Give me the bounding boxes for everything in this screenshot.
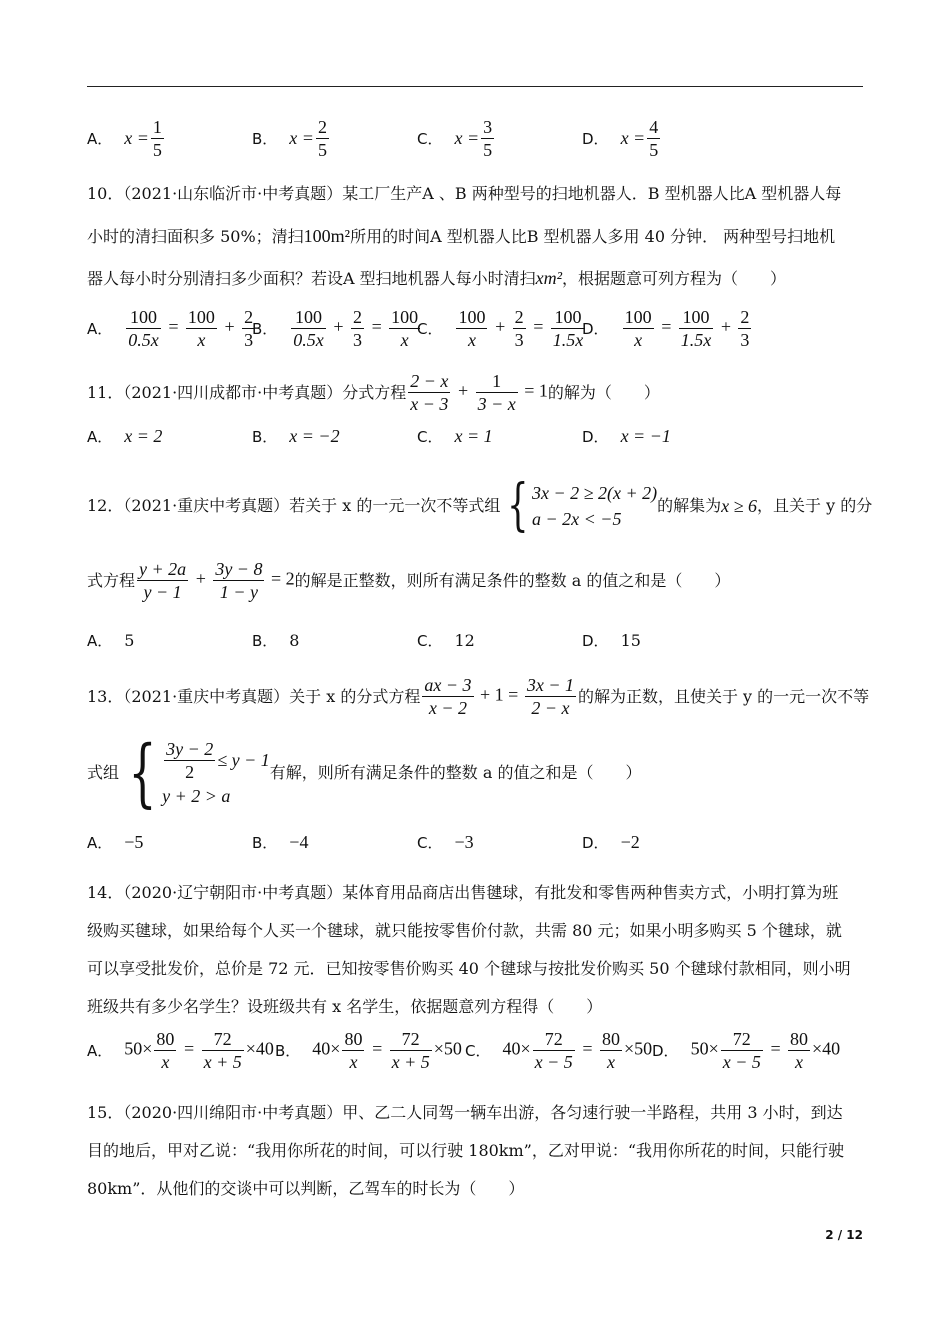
- fraction: $\frac{2}{5}$: [317, 117, 327, 160]
- q14-line-3: 可以享受批发价，总价是 72 元．已知按零售价购买 40 个毽球与按批发价购买 50 个毽球付款相同，则小明: [87, 959, 851, 978]
- q11-option-d[interactable]: D． x = −1: [582, 426, 671, 446]
- equation: $\frac{100}{0.5x}$ = $\frac{100}{x}$ + $\frac{2}{3}$: [128, 307, 254, 350]
- equation: 50× $\frac{80}{x}$ = $\frac{72}{x + 5}$ ×40: [124, 1029, 274, 1072]
- q10-line-2: 小时的清扫面积多 50%；清扫100m²所用的时间A 型机器人比B 型机器人多用 40 分钟． 两种型号扫地机: [87, 226, 836, 246]
- q14-line-2: 级购买毽球，如果给每个人买一个毽球，就只能按零售价付款，共需 80 元；如果小明多购买 5 个毽球，就: [87, 921, 842, 940]
- q13-option-b[interactable]: B． −4: [252, 832, 309, 852]
- q12-option-d[interactable]: D． 15: [582, 631, 641, 650]
- q12-stem-line-2: 式方程 $\frac{y + 2a}{y - 1}$ + $\frac{3y - 8}{1 - y}$ = 2 的解是正整数，则所有满足条件的整数 a 的值之和是（ ）: [87, 559, 731, 602]
- brace-icon: {: [128, 730, 157, 816]
- q14-option-a[interactable]: A． 50× $\frac{80}{x}$ = $\frac{72}{x + 5}$ ×40: [87, 1029, 274, 1072]
- q12-option-a[interactable]: A． 5: [87, 631, 135, 650]
- q15-line-2: 目的地后，甲对乙说：“我用你所花的时间，可以行驶 180km”，乙对甲说：“我用你所花的时间，只能行驶: [87, 1141, 845, 1160]
- q12-option-c[interactable]: C． 12: [417, 631, 475, 650]
- q9-option-c[interactable]: C． x = $\frac{3}{5}$: [417, 117, 493, 160]
- q14-line-4: 班级共有多少名学生？设班级共有 x 名学生，依据题意列方程得（ ）: [87, 997, 603, 1016]
- equation: $\frac{ax - 3}{x - 2}$ + 1 = $\frac{3x - 1}{2 - x}$: [424, 675, 574, 718]
- q14-option-b[interactable]: B． 40× $\frac{80}{x}$ = $\frac{72}{x + 5}$ ×50: [275, 1029, 462, 1072]
- q9-option-b[interactable]: B． x = $\frac{2}{5}$: [252, 117, 327, 160]
- q11-option-a[interactable]: A． x = 2: [87, 426, 163, 446]
- q10-option-d[interactable]: D． $\frac{100}{x}$ = $\frac{100}{1.5x}$ + $\frac{2}{3}$: [582, 306, 753, 351]
- q12-stem-line-1: 12．（2021·重庆中考真题）若关于 x 的一元一次不等式组 { 3x − 2 ≥ 2(x + 2) a − 2x < −5 的解集为 x ≥ 6 ，且关于 y 的分: [87, 473, 873, 538]
- inequality-system: $\frac{3y - 2}{2}$ ≤ y − 1 y + 2 > a: [162, 738, 270, 806]
- page-number: 2 / 12: [825, 1228, 863, 1242]
- equation: 50× $\frac{72}{x - 5}$ = $\frac{80}{x}$ ×40: [690, 1029, 841, 1072]
- q13-option-a[interactable]: A． −5: [87, 832, 144, 852]
- q15-line-1: 15．（2020·四川绵阳市·中考真题）甲、乙二人同驾一辆车出游，各匀速行驶一半路程，共用 3 小时，到达: [87, 1103, 843, 1122]
- q9-option-a[interactable]: A． x = $\frac{1}{5}$: [87, 117, 162, 160]
- equation: $\frac{2 - x}{x - 3}$ + $\frac{1}{3 - x}$ = 1: [410, 371, 548, 414]
- equation: 40× $\frac{80}{x}$ = $\frac{72}{x + 5}$ ×50: [312, 1029, 462, 1072]
- header-rule: [87, 86, 863, 87]
- q13-option-d[interactable]: D． −2: [582, 832, 640, 852]
- fraction: $\frac{1}{5}$: [152, 117, 162, 160]
- q15-line-3: 80km”．从他们的交谈中可以判断，乙驾车的时长为（ ）: [87, 1179, 525, 1198]
- equation: $\frac{y + 2a}{y - 1}$ + $\frac{3y - 8}{1 - y}$ = 2: [139, 559, 295, 602]
- q10-line-1: 10．（2021·山东临沂市·中考真题）某工厂生产A 、B 两种型号的扫地机器人．B 型机器人比A 型机器人每: [87, 184, 842, 203]
- equation: $\frac{100}{x}$ = $\frac{100}{1.5x}$ + $\frac{2}{3}$: [624, 307, 750, 350]
- q11-option-b[interactable]: B． x = −2: [252, 426, 340, 446]
- q10-option-a[interactable]: A． $\frac{100}{0.5x}$ = $\frac{100}{x}$ + $\frac{2}{3}$: [87, 306, 257, 351]
- equation: 40× $\frac{72}{x - 5}$ = $\frac{80}{x}$ ×50: [502, 1029, 653, 1072]
- q10-option-b[interactable]: B． $\frac{100}{0.5x}$ + $\frac{2}{3}$ = $\frac{100}{x}$: [252, 306, 422, 351]
- fraction: $\frac{4}{5}$: [649, 117, 659, 160]
- fraction: $\frac{3}{5}$: [483, 117, 493, 160]
- brace-icon: {: [507, 473, 529, 538]
- q9-option-d[interactable]: D． x = $\frac{4}{5}$: [582, 117, 659, 160]
- q10-line-3: 器人每小时分别清扫多少面积？若设A 型扫地机器人每小时清扫xm²，根据题意可列方程为（ ）: [87, 268, 787, 288]
- q14-option-d[interactable]: D． 50× $\frac{72}{x - 5}$ = $\frac{80}{x}$ ×40: [652, 1029, 841, 1072]
- q11-stem: 11．（2021·四川成都市·中考真题）分式方程 $\frac{2 - x}{x - 3}$ + $\frac{1}{3 - x}$ = 1 的解为（ ）: [87, 371, 660, 414]
- q10-option-c[interactable]: C． $\frac{100}{x}$ + $\frac{2}{3}$ = $\frac{100}{1.5x}$: [417, 306, 587, 351]
- q13-stem-line-1: 13．（2021·重庆中考真题）关于 x 的分式方程 $\frac{ax - 3}{x - 2}$ + 1 = $\frac{3x - 1}{2 - x}$ 的解为正数，且使关于 y 的一元一次不等: [87, 675, 870, 718]
- q11-option-c[interactable]: C． x = 1: [417, 426, 493, 446]
- q14-option-c[interactable]: C． 40× $\frac{72}{x - 5}$ = $\frac{80}{x}$ ×50: [465, 1029, 653, 1072]
- inequality-system: 3x − 2 ≥ 2(x + 2) a − 2x < −5: [532, 483, 658, 529]
- q13-option-c[interactable]: C． −3: [417, 832, 474, 852]
- q13-stem-line-2: 式组 { $\frac{3y - 2}{2}$ ≤ y − 1 y + 2 > a 有解，则所有满足条件的整数 a 的值之和是（ ）: [87, 730, 642, 816]
- q14-line-1: 14．（2020·辽宁朝阳市·中考真题）某体育用品商店出售毽球，有批发和零售两种售卖方式，小明打算为班: [87, 883, 839, 902]
- q12-option-b[interactable]: B． 8: [252, 631, 300, 650]
- equation: $\frac{100}{0.5x}$ + $\frac{2}{3}$ = $\frac{100}{x}$: [293, 307, 419, 350]
- equation: $\frac{100}{x}$ + $\frac{2}{3}$ = $\frac{100}{1.5x}$: [458, 307, 584, 350]
